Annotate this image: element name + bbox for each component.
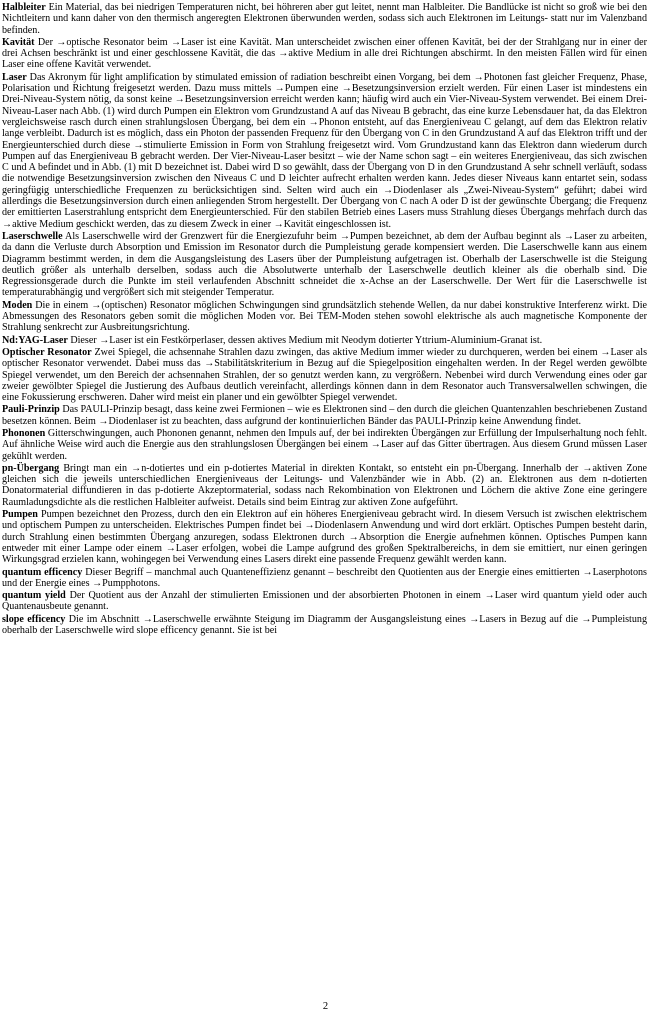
entry-text: Pumpen bezeichnet den Prozess, durch den ein Elektron auf ein höheres Energieniveau gebracht wird. In diesem Versuch ist zwischen elektrischem und optischem Pumpen zu unterscheiden. Elektrisches Pumpen findet bei →Diodenlasern Anwendung und wird dort erklärt. Optisches Pumpen besteht darin, durch Strahlung einen bestimmten Übergang anzuregen, sodass Elektronen durch →Absorption die Energie aufnehmen können. Optisches Pumpen kann entweder mit einer Lampe oder einem →Laser erfolgen, wobei die Lampe aufgrund des großen Spektralbereichs, in dem sie emittiert, nur einen geringen Wirkungsgrad erzielen kann, wohingegen bei Verwendung eines Lasers direkt eine passende Frequenz gewählt werden kann. [2, 509, 647, 566]
entry-term: Nd:YAG-Laser [2, 334, 68, 346]
entry-text: Die in einem →(optischen) Resonator möglichen Schwingungen sind grundsätzlich stehende Wellen, da nur dabei konstruktive Interferenz wirkt. Die Abmessungen des Resonators geben somit die möglichen Moden vor. Bei TEM-Moden stehen sowohl elektrische als auch magnetische Komponente der Strahlung senkrecht zur Ausbreitungsrichtung. [2, 299, 647, 334]
entry-term: Moden [2, 299, 33, 311]
entry-quantum-yield [2, 590, 647, 613]
entry-term: Laser [2, 71, 27, 83]
entry-term: quantum efficency [2, 566, 83, 578]
entry-pumpen [2, 509, 647, 565]
entry-term: Kavität [2, 36, 35, 48]
entry-laser [2, 72, 647, 230]
entry-moden [2, 300, 647, 334]
entry-term: quantum yield [2, 590, 66, 602]
entry-text: Das Akronym für light amplification by stimulated emission of radiation beschreibt einen Vorgang, bei dem →Photonen fast gleicher Frequenz, Phase, Polarisation und Richtung freigesetzt werden. Dazu muss mittels →Pumpen eine →Besetzungsinversion erzielt werden. Für einen Laser ist mindestens ein Drei-Niveau-System nötig, da sonst keine →Besetzungsinversion erreicht werden kann; häufig wird auch ein Vier-Niveau-System verwendet. Bei einem Drei-Niveau-Laser nach Abb. (1) wird durch Pumpen ein Elektron vom Grundzustand A auf das Niveau B gebracht, das eine kurze Lebensdauer hat, da das Elektron vergleichsweise rasch durch einen strahlungslosen Übergang, bei dem ein →Phonon entsteht, auf das Energieniveau C gelangt, auf dem das Elektron relativ lange verbleibt. Dadurch ist es möglich, dass ein Photon der passenden Frequenz für den Übergang von C in den Grundzustand A auf das Elektron trifft und der Energieunterschied durch diese →stimulierte Emission in Form von Strahlung freigesetzt wird. Vom Grundzustand kann das Elektron dann wiederum durch Pumpen auf das Energieniveau B gebracht werden. Der Vier-Niveau-Laser besitzt – wie der Name schon sagt – ein weiteres Energieniveau, das sich zwischen C und A befindet und in Abb. (1) mit D bezeichnet ist. Dabei wird D so gewählt, dass der Übergang von D in den Grundzustand A sehr schnell verläuft, sodass die notwendige Besetzungsinversion zwischen den Niveaus C und D leichter aufrecht erhalten werden kann. Jedes dieser Niveaus kann entartet sein, sodass geringfügig unterschiedliche Frequenzen zu berücksichtigen sind. Selten wird auch ein →Diodenlaser als „Zwei-Niveau-System“ geführt; dabei wird allerdings die Besetzungsinversion durch einen anliegenden Strom hergestellt. Der Übergang von C nach A oder D ist der gewünschte Übergang; die Frequenz der emittierten Laserstrahlung entspricht dem Energieunterschied. Für den stabilen Betrieb eines Lasers muss Strahlung dieses Übergangs mehrfach durch das →aktive Medium geschickt werden, das zu diesem Zweck in einer →Kavität eingeschlossen ist. [2, 71, 647, 230]
entry-text: Die im Abschnitt →Laserschwelle erwähnte Steigung im Diagramm der Ausgangsleistung eines →Lasers in Bezug auf die →Pumpleistung oberhalb der Laserschwelle wird slope efficency genannt. Sie ist bei [2, 613, 647, 637]
entry-text: Das PAULI-Prinzip besagt, dass keine zwei Fermionen – wie es Elektronen sind – den durch die gleichen Quantenzahlen beschriebenen Zustand besetzen können. Beim →Diodenlaser ist zu beachten, dass aufgrund der kontinuierlichen Bänder das PAULI-Prinzip keine Anwendung findet. [2, 404, 647, 427]
entry-quantum-efficency [2, 567, 647, 590]
entry-term: slope efficency [2, 613, 66, 625]
entry-text: Ein Material, das bei niedrigen Temperaturen nicht, bei höhreren aber gut leitet, nennt man Halbleiter. Die Bandlücke ist nicht so groß wie bei den Nichtleitern und kann daher von den thermisch angeregten Elektronen überwunden werden, sodass sich auch Elektronen im Leitungs- statt nur im Valenzband befinden. [2, 2, 647, 36]
entry-pn-uebergang [2, 463, 647, 508]
entry-term: Phononen [2, 427, 46, 439]
entry-text: Bringt man ein →n-dotiertes und ein p-dotiertes Material in direkten Kontakt, so entsteht ein pn-Übergang. Innerhalb der →aktiven Zone gleichen sich die jeweils unterschiedlichen Energieniveaus der Leitungs- und Valenzbänder wie in Abb. (2) an. Elektronen aus dem n-dotierten Donatormaterial diffundieren in das p-dotierte Akzeptormaterial, sodass nach Rekombination von Elektronen und Löchern die aktive Zone eine geringere Raumladungsdichte als die restlichen Halbleiter aufweist. Details sind beim Eintrag zur aktiven Zone aufgeführt. [2, 462, 647, 508]
entry-text: Dieser Begriff – manchmal auch Quanteneffizienz genannt – beschreibt den Quotienten aus der Energie eines emittierten →Laserphotons und der Energie eines →Pumpphotons. [2, 566, 647, 589]
entry-term: Laserschwelle [2, 230, 63, 242]
entry-optischer-resonator [2, 347, 647, 403]
entry-term: Pauli-Prinzip [2, 404, 60, 416]
glossary-page [2, 2, 647, 637]
entry-text: Der Quotient aus der Anzahl der stimulierten Emissionen und der absorbierten Photonen in einem →Laser wird quantum yield oder auch Quantenausbeute genannt. [2, 590, 647, 613]
entry-text: Dieser →Laser ist ein Festkörperlaser, dessen aktives Medium mit Neodym dotierter Yttrium-Aluminium-Granat ist. [70, 334, 543, 346]
entry-text: Als Laserschwelle wird der Grenzwert für die Energiezufuhr beim →Pumpen bezeichnet, ab dem der Aufbau beginnt als →Laser zu arbeiten, da dann die Verluste durch Absorption und Emission im Resonator durch die Pumpleistung gerade kompensiert werden. Die Laserschwelle kann aus einem Diagramm bestimmt werden, in dem die Ausgangsleistung des Lasers über der Pumpleistung aufgetragen ist. Oberhalb der Laserschwelle ist die Steigung deutlich größer als unterhalb derselben, sodass auch die Absolutwerte unterhalb der Laserschwelle deutlich kleiner als die oberhalb sind. Die Regressionsgerade durch die Punkte im steil verlaufenden Abschnitt schneidet die x-Achse an der Laserschwelle. Der Wert für die Laserschwelle ist temperaturabhängig und vergrößert sich mit steigender Temperatur. [2, 230, 647, 299]
page-number: 2 [322, 1001, 329, 1012]
entry-term: pn-Übergang [2, 462, 60, 474]
entry-term: Pumpen [2, 509, 38, 521]
entry-phononen [2, 428, 647, 462]
entry-ndyag-laser [2, 335, 647, 346]
entry-text: Gitterschwingungen, auch Phononen genannt, nehmen den Impuls auf, der bei indirekten Übergängen zur Erfüllung der Impulserhaltung noch fehlt. Auf ähnliche Weise wird auch die Energie aus den strahlungslosen Übergängen bei einem →Laser auf das Gitter übertragen. Aus diesem Grund müssen Laser gekühlt werden. [2, 427, 648, 462]
entry-text: Der →optische Resonator beim →Laser ist eine Kavität. Man unterscheidet zwischen einer offenen Kavität, bei der der Strahlgang nur in einer der drei Achsen beschränkt ist und einer geschlossene Kavität, die das →aktive Medium in alle drei Richtungen abschirmt. In den meisten Fällen wird für einen Laser eine offene Kavität verwendet. [2, 36, 647, 71]
entry-slope-efficency [2, 614, 647, 637]
entry-term: Optischer Resonator [2, 346, 92, 358]
entry-text: Zwei Spiegel, die achsennahe Strahlen dazu zwingen, das aktive Medium immer wieder zu durchqueren, werden bei einem →Laser als optischer Resonator verwendet. Dabei muss das →Stabilitätskriterium in Bezug auf die Spiegelposition eingehalten werden. In der Regel werden gewölbte Spiegel verwendet, um den Bereich der achsennahen Strahlen, der so genutzt werden kann, zu vergrößern. Nebenbei wird durch Verwendung eines oder gar zweier gewölbter Spiegel die Justierung des Aufbaus deutlich vereinfacht, allerdings können dann in dem Resonator auch Transversalwellen schwingen, die eine Fokussierung erschweren. Daher wird meist ein planer und ein gewölbter Spiegel verwendet. [2, 346, 648, 404]
entry-pauli-prinzip [2, 404, 647, 427]
entry-term: Halbleiter [2, 2, 46, 13]
entry-laserschwelle [2, 231, 647, 299]
entry-kavitaet [2, 37, 647, 71]
entry-halbleiter [2, 2, 647, 36]
